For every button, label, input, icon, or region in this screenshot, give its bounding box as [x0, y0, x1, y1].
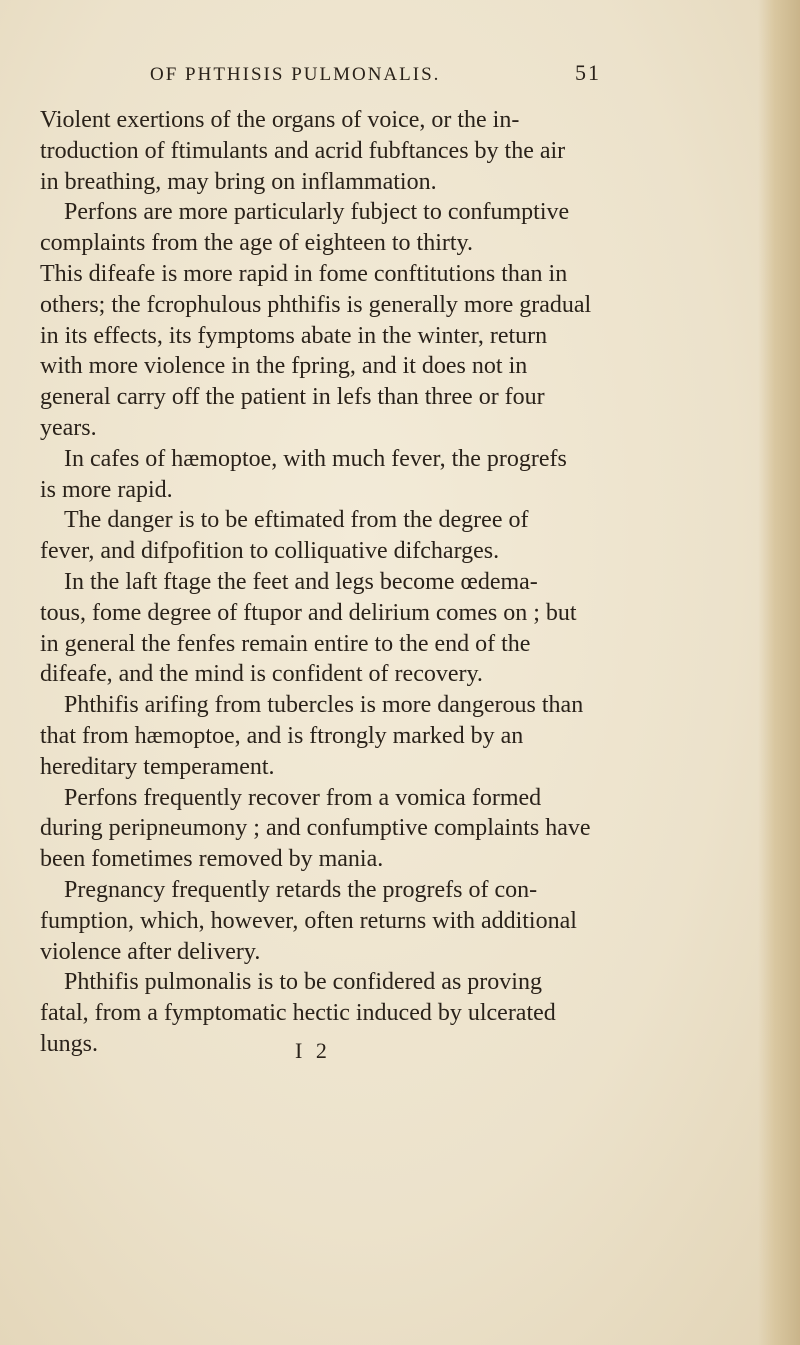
line-text: fumption, which, however, often returns with additional	[40, 907, 577, 934]
line-text: The danger is to be eftimated from the degree of	[64, 507, 529, 534]
line-text: with more violence in the fpring, and it does not in	[40, 353, 528, 380]
text-line	[40, 321, 760, 352]
text-line	[40, 690, 760, 721]
line-text: tous, fome degree of ftupor and delirium comes on ; but	[40, 599, 577, 626]
text-line	[40, 875, 760, 906]
line-text: troduction of ftimulants and acrid fubftances by the air	[40, 137, 566, 164]
paragraph	[40, 505, 760, 567]
text-line	[40, 105, 760, 136]
text-line	[40, 721, 760, 752]
paragraph	[40, 105, 760, 197]
line-text: during peripneumony ; and confumptive complaints have	[40, 815, 591, 842]
line-text: general carry off the patient in lefs than three or four	[40, 384, 545, 411]
line-text: In cafes of hæmoptoe, with much fever, the progrefs	[64, 445, 567, 472]
paragraph	[40, 783, 760, 875]
text-line	[40, 629, 760, 660]
line-text: complaints from the age of eighteen to thirty.	[40, 230, 473, 257]
line-text: that from hæmoptoe, and is ftrongly marked by an	[40, 722, 524, 749]
line-text: fatal, from a fymptomatic hectic induced by ulcerated	[40, 1000, 556, 1027]
text-line	[40, 998, 760, 1029]
text-line	[40, 475, 760, 506]
line-text: in its effects, its fymptoms abate in the winter, return	[40, 322, 548, 349]
text-line	[40, 167, 760, 198]
text-line	[40, 536, 760, 567]
line-text: hereditary temperament.	[40, 753, 275, 780]
text-line	[40, 906, 760, 937]
running-title: OF PHTHISIS PULMONALIS.	[150, 64, 441, 85]
line-text: difeafe, and the mind is confident of recovery.	[40, 661, 483, 688]
text-line	[40, 290, 760, 321]
line-text: Violent exertions of the organs of voice, or the in-	[40, 107, 520, 133]
text-line	[40, 197, 760, 228]
line-text: others; the fcrophulous phthifis is generally more gradual	[40, 291, 592, 318]
line-text: Perfons frequently recover from a vomica formed	[64, 784, 542, 811]
text-line	[40, 413, 760, 444]
text-line	[40, 259, 760, 290]
text-line	[40, 967, 760, 998]
line-text: years.	[40, 414, 97, 441]
text-line	[40, 1029, 760, 1060]
line-text: Phthifis pulmonalis is to be confidered as proving	[64, 969, 542, 996]
line-text: Pregnancy frequently retards the progrefs of con-	[64, 876, 538, 903]
text-line	[40, 351, 760, 382]
text-line	[40, 505, 760, 536]
text-line	[40, 567, 760, 598]
signature-mark: I 2	[295, 1038, 331, 1063]
text-line	[40, 228, 760, 259]
line-text: In the laft ftage the feet and legs become œdema-	[64, 568, 538, 595]
paragraph	[40, 690, 760, 782]
line-text: in breathing, may bring on inflammation.	[40, 168, 437, 195]
text-line	[40, 136, 760, 167]
text-line	[40, 444, 760, 475]
paragraph	[40, 567, 760, 690]
paragraph	[40, 875, 760, 967]
line-text: Phthifis arifing from tubercles is more dangerous than	[64, 692, 584, 719]
paragraph	[40, 967, 760, 1059]
paragraph	[40, 444, 760, 506]
text-line	[40, 752, 760, 783]
text-line	[40, 844, 760, 875]
text-line	[40, 598, 760, 629]
text-line	[40, 382, 760, 413]
line-text: been fometimes removed by mania.	[40, 846, 384, 873]
body-text	[40, 105, 760, 1060]
line-text: is more rapid.	[40, 476, 173, 503]
paragraph	[40, 197, 760, 443]
text-line	[40, 813, 760, 844]
text-line	[40, 783, 760, 814]
page-edge	[758, 0, 800, 1345]
text-line	[40, 937, 760, 968]
line-text: fever, and difpofition to colliquative difcharges.	[40, 538, 500, 565]
line-text: This difeafe is more rapid in fome conftitutions than in	[40, 260, 568, 287]
text-line	[40, 659, 760, 690]
page-number: 51	[575, 60, 601, 85]
line-text: lungs.	[40, 1030, 99, 1057]
line-text: Perfons are more particularly fubject to confumptive	[64, 199, 570, 226]
line-text: violence after delivery.	[40, 938, 261, 965]
line-text: in general the fenfes remain entire to the end of the	[40, 630, 531, 657]
